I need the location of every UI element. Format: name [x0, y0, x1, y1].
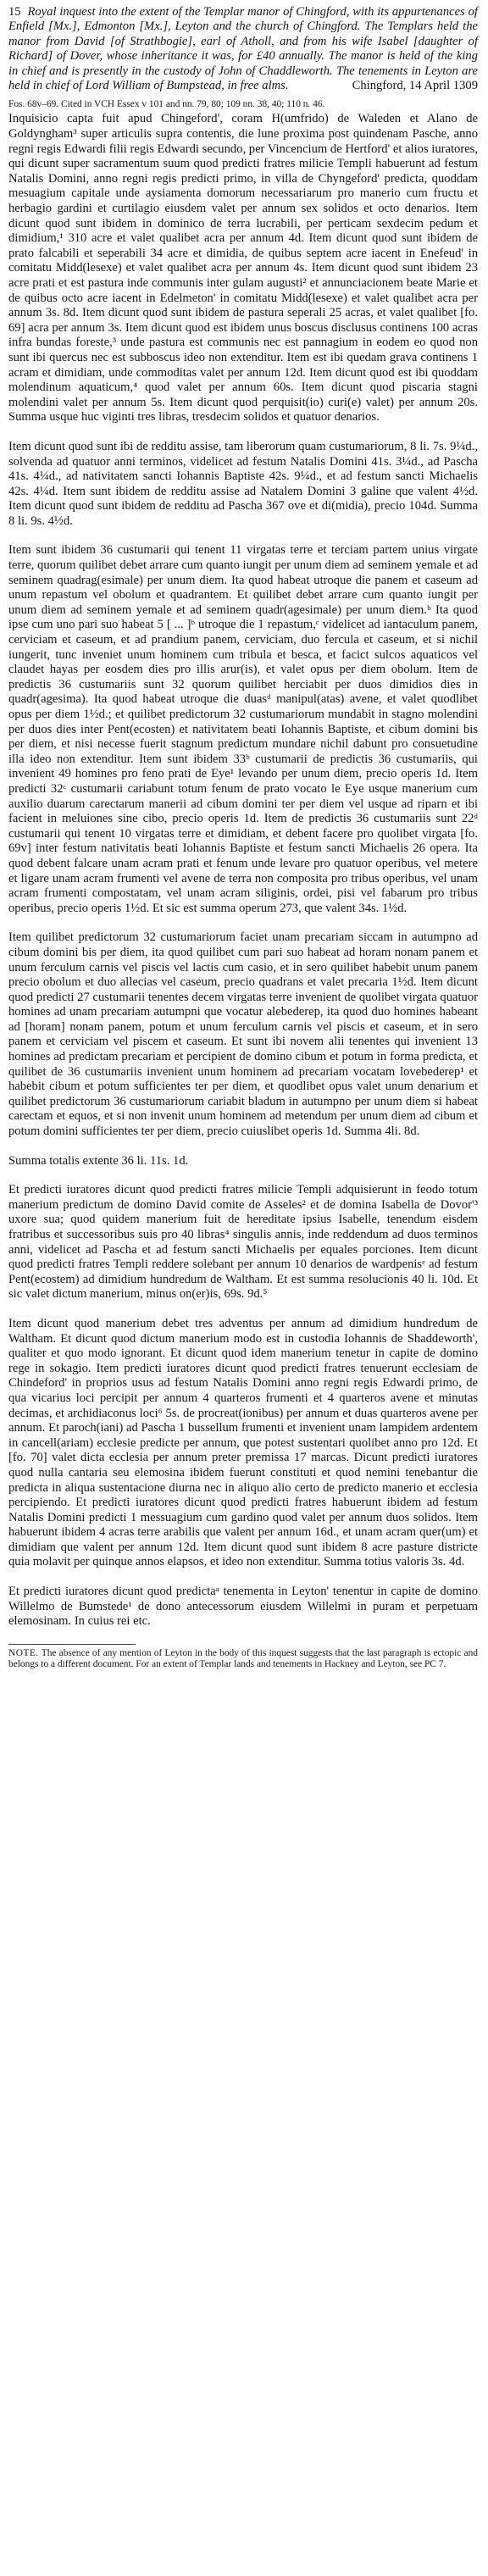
paragraph-customary-tenants: Item sunt ibidem 36 custumarii qui tenent 11 virgatas terre et terciam partem unius virgate terre, quorum quilibet debet arrare cum quanto iungit per unum diem ad seminem yemale et ad seminem quadrag(esimale) per unum diem. Ita quod habeat utroque die panem et caseum ad unum repastum vel obolum et quadrantem. Et quilibet debet arrare cum quanto iungit per unum diem ad seminem yemale et ad seminem quadr(agesimale) per unum diem.ᵇ Ita quod ipse cum uno pari suo habeat 5 [ ... ]ᵇ utroque die 1 repastum,ᶜ videlicet ad iantaculum panem, cerviciam et caseum, et ad prandium panem, cerviciam, duo fercula et caseum, et si nichil iungerit, tunc inveniet unum hominem cum tribula et besca, et facict sulcos aquaticos vel claudet hayas per eosdem dies pro illis arur(is), et valet opus per diem obolum. Item de predictis 36 custumariis sunt 32 quorum quilibet herciabit per duos dimidios dies in quadr(agesima). Ita quod habeat utroque die duasᵈ manipul(atas) avene, et valet quodlibet opus per diem 1½d.; et quilibet predictorum 32 custumariorum mundabit in stagno molendini per duos dies inter Pent(ecosten) et nativitatem beati Iohannis Baptiste, et cibum domini bis per diem, et nisi necesse fuerit stagnum predictum mundare nichil dabunt pro consuetudine illa ideo non extenditur. Item sunt ibidem 33ᵇ custumarii de predictis 36 custumariis, qui invenient 49 homines pro feno prati de Eye¹ levando per unum diem, precio operis 1d. Item predicti 32ᶜ custumarii cariabunt totum fenum de prato vocato le Eye usque manerium cum auxilio duarum carectarum manerii ad cibum domini ter per diem vel usque ad riparn et ibi facient in meluiones sine cibo, precio operis 1d. Item de predictis 36 custumariis sunt 22ᵈ custumarii qui tenent 10 virgatas terre et dimidiam, et debent facere pro quolibet virgata [fo. 69v] inter festum nativitatis beati Iohannis Baptiste et festum sancti Michaelis 26 opera. Ita quod debent falcare unam acram prati et fenum unde levare pro quatuor operibus, vel metere et ligare unam acram frumenti vel avene de terra non composita pro tribus operibus, vel unam acram frumenti compostatam, vel unam acram siliginis, ordei, pisi vel fabarum pro tribus operibus, precio operis 1½d. Et sic est summa operum 273, que valent 34s. 1½d. [8, 543, 478, 915]
document-number: 15 [8, 5, 21, 19]
heading-place-date: Chingford, 14 April 1309 [352, 79, 478, 93]
source-citation: Fos. 68v–69. Cited in VCH Essex v 101 and nn. 79, 80; 109 nn. 38, 40; 110 n. 46. [8, 99, 325, 110]
paragraph-total-extent: Summa totalis extente 36 li. 11s. 1d. [8, 1153, 189, 1168]
paragraph-leyton: Et predicti iuratores dicunt quod predictaᵃ tenementa in Leyton' tenentur in capite de domino Willelmo de Bumstede¹ de dono antecessorum eiusdem Willelmi in puram et perpetuam elemosinam. In cuius rei etc. [8, 1585, 478, 1629]
paragraph-boon-works: Item quilibet predictorum 32 custumariorum faciet unam precariam siccam in autumpno ad cibum domini bis per diem, ita quod quilibet cum pari suo habeat ad horam nonam panem et unum ferculum carnis vel piscis vel lactis cum casio, et in sero quilibet habebit unum panem precio obolum et duo allecias vel caseum, precio quadrans et valet precaria 1½d. Item dicunt quod predicti 27 custumarii tenentes decem virgatas terre invenient de quolibet virgata quatuor homines ad unam precariam autumpni que vocatur alebederep, ita quod duo homines habeant ad [horam] nonam panem, potum et unum ferculum carnis vel piscis et caseum, et in sero panem et cerviciam vel piscem et caseum. Et sunt ibi novem alii tenentes qui invenient 13 homines ad predictam precariam et percipient de domino cibum et potum in forma predicta, et quilibet de 36 custumariis invenient unum hominem ad precariam vocatam lovebederep¹ et habebit cibum et potum sufficientes ter per diem, et quodlibet opus valet unum denarium et quilibet predictorum 36 custumariorum cariabit bladum in autumpno per unum diem si habeat carectam et equos, et si non invenit unum hominem ad metendum per unum diem ad cibum et potum domini sufficientes ter per diem, precio cuiuslibet operis 1d. Summa 4li. 8d. [8, 930, 478, 1139]
note-label: NOTE. [8, 1647, 39, 1658]
paragraph-inquisition: Inquisicio capta fuit apud Chingeford', coram H(umfrido) de Waleden et Alano de Goldyngham³ super articulis supra contentis, die lune proxima post quindenam Pasche, anno regni regis Edwardi filii regis Edwardi secundo, per Vincencium de Hertford' et alios iuratores, qui dicunt super sacramentum suum quod predicti fratres milicie Templi habuerunt ad festum Natalis Domini, anno regni regis predicti primo, in villa de Chyngeford' predicta, quoddam mesuagium capitale unde aysiamenta domorum necessariarum pro manerio cum fructu et herbagio gardini et curtilagio eiusdem valet per annum sex solidos et octo denarios. Item dicunt quod sunt ibidem in dominico de terra lucrabili, per perticam sexdecim pedum et dimidium,¹ 310 acre et valet qualibet acra per annum 4d. Item dicunt quod sunt ibidem de prato falcabili et seperabili 34 acre et dimidia, de quibus septem acre iacent in Enefeud' in comitatu Midd(lesexe) et valet qualibet acra per annum 4s. Item dicunt quod sunt ibidem 23 acre prati et est pastura inde communis inter gulam augusti² et annunciacionem beate Marie et de quibus octo acre iacent in Edelmeton' in comitatu Midd(lesexe) et valet qualibet acra per annum 3s. 8d. Item dicunt quod sunt ibidem de pastura seperali 25 acras, et valet qualibet [fo. 69] acra per annum 3s. Item dicunt quod est ibidem unus boscus disclusus continens 100 acras infra bundas foreste,³ unde pastura est communis nec est pannagium in eodem eo quod non sunt ibi quercus nec est subboscus ideo non extenditur. Item est ibi quedam grava continens 1 acram et dimidiam, unde commoditas valet per annum 12d. Item dicunt quod est ibi quoddam molendinum aquaticum,⁴ quod valet per annum 60s. Item dicunt quod piscaria stagni molendini valet per annum 5s. Item dicunt quod perquisit(io) curi(e) valet) per annum 20s. Summa usque huc viginti tres libras, tresdecim solidos et quatuor denarios. [8, 112, 478, 425]
editorial-note [8, 1648, 478, 1671]
footnote-divider [8, 1644, 136, 1645]
paragraph-church: Item dicunt quod manerium debet tres adventus per annum ad dimidium hundredum de Waltham. Et dicunt quod dictum manerium modo est in custodia Iohannis de Shaddeworth', qualiter et quo modo ignorant. Et dicunt quod idem manerium tenetur in capite de domino rege in sokagio. Item predicti iuratores dicunt quod predicti fratres tenuerunt ecclesiam de Chindeford' in proprios usus ad festum Natalis Domini anno regni regis Edwardi primo, de qua vicarius loci percipit per annum 4 quarteros frumenti et 4 quarteros avene et minutas decimas, et archidiaconus loci⁶ 5s. de procreat(ionibus) per annum et duas quarteros avene per annum. Et paroch(iani) ad Pascha 1 bussellum frumenti et invenient unam lampidem ardentem in cancell(ariam) ecclesie predicte per annum, que potest sustentari quolibet anno pro 12d. Et [fo. 70] valet dicta ecclesia per annum preter premissa 17 marcas. Dicunt predicti iuratores quod nulla cantaria seu elemosina ibidem fuerunt constituti et quod nemini tenebantur die predicta in aliqua sustentacione diurna nec in aliquo alio certo de predicto manerio et ecclesia percipiendo. Et predicti iuratores dicunt quod predicti fratres habuerunt ibidem ad festum Natalis Domini predicti 1 messuagium cum gardino quod valet per annum duos solidos. Item habuerunt ibidem 4 acras terre arabilis que valent per annum 16d., et unam acram quer(um) et dimidiam que valent per annum 12d. Item dicunt quod sunt ibidem 8 acre pasture districte quia molavit per quinque annos elapsos, et ideo non extenditur. Summa totius valoris 3s. 4d. [8, 1316, 478, 1569]
paragraph-rents: Item dicunt quod sunt ibi de redditu assise, tam liberorum quam custumariorum, 8 li. 7s. 9¼d., solvenda ad quatuor anni terminos, videlicet ad festum Natalis Domini 41s. 3¼d., ad Pascha 41s. 4¼d., ad nativitatem sancti Iohannis Baptiste 42s. 9¼d., et ad festum sancti Michaelis 42s. 4¼d. Item sunt ibidem de redditu assise ad Natalem Domini 3 galine que valent 4½d. Item dicunt quod sunt ibidem de redditu ad Pascha 367 ove et di(midia), precio 104d. Summa 8 li. 9s. 4½d. [8, 439, 478, 528]
heading-summary: Royal inquest into the extent of the Templar manor of Chingford, with its appurtenances of Enfield [Mx.], Edmonton [Mx.], Leyton and the church of Chingford. The Templars held the manor from David [of Strathbogie], earl of Atholl, and from his wife Isabel [daughter of Richard] of Dover, whose inheritance it was, for £40 annually. The manor is held of the king in chief and is presently in the custody of John of Chaddleworth. The tenements in Leyton are held in chief of Lord William of Bumpstead, in free alms. [8, 5, 478, 93]
paragraph-acquisition: Et predicti iuratores dicunt quod predicti fratres milicie Templi adquisierunt in feodo totum manerium predictum de domino David comite de Asseles² et de domina Isabella de Dovor'³ uxore sua; quod quidem manerium fuit de hereditate ipsius Isabelle, tenendum eisdem fratribus et successoribus suis pro 40 libras⁴ singulis annis, inde reddendum ad duos terminos anni, videlicet ad Pascha et ad festum sancti Michaelis per equales porciones. Item dicunt quod predicti fratres Templi reddere solebant per annum 10 denarios de wardpenisᵉ ad festum Pent(ecostem) ad dimidium hundredum de Waltham. Et est summa resolucionis 40 li. 10d. Et sic valet dictum manerium, minus on(er)is, 69s. 9d.⁵ [8, 1183, 478, 1302]
note-text: The absence of any mention of Leyton in the body of this inquest suggests that the last paragraph is ectopic and belongs to a different document. For an extent of Templar lands and tenements in Hackney and Leyton, see PC 7. [8, 1647, 478, 1670]
